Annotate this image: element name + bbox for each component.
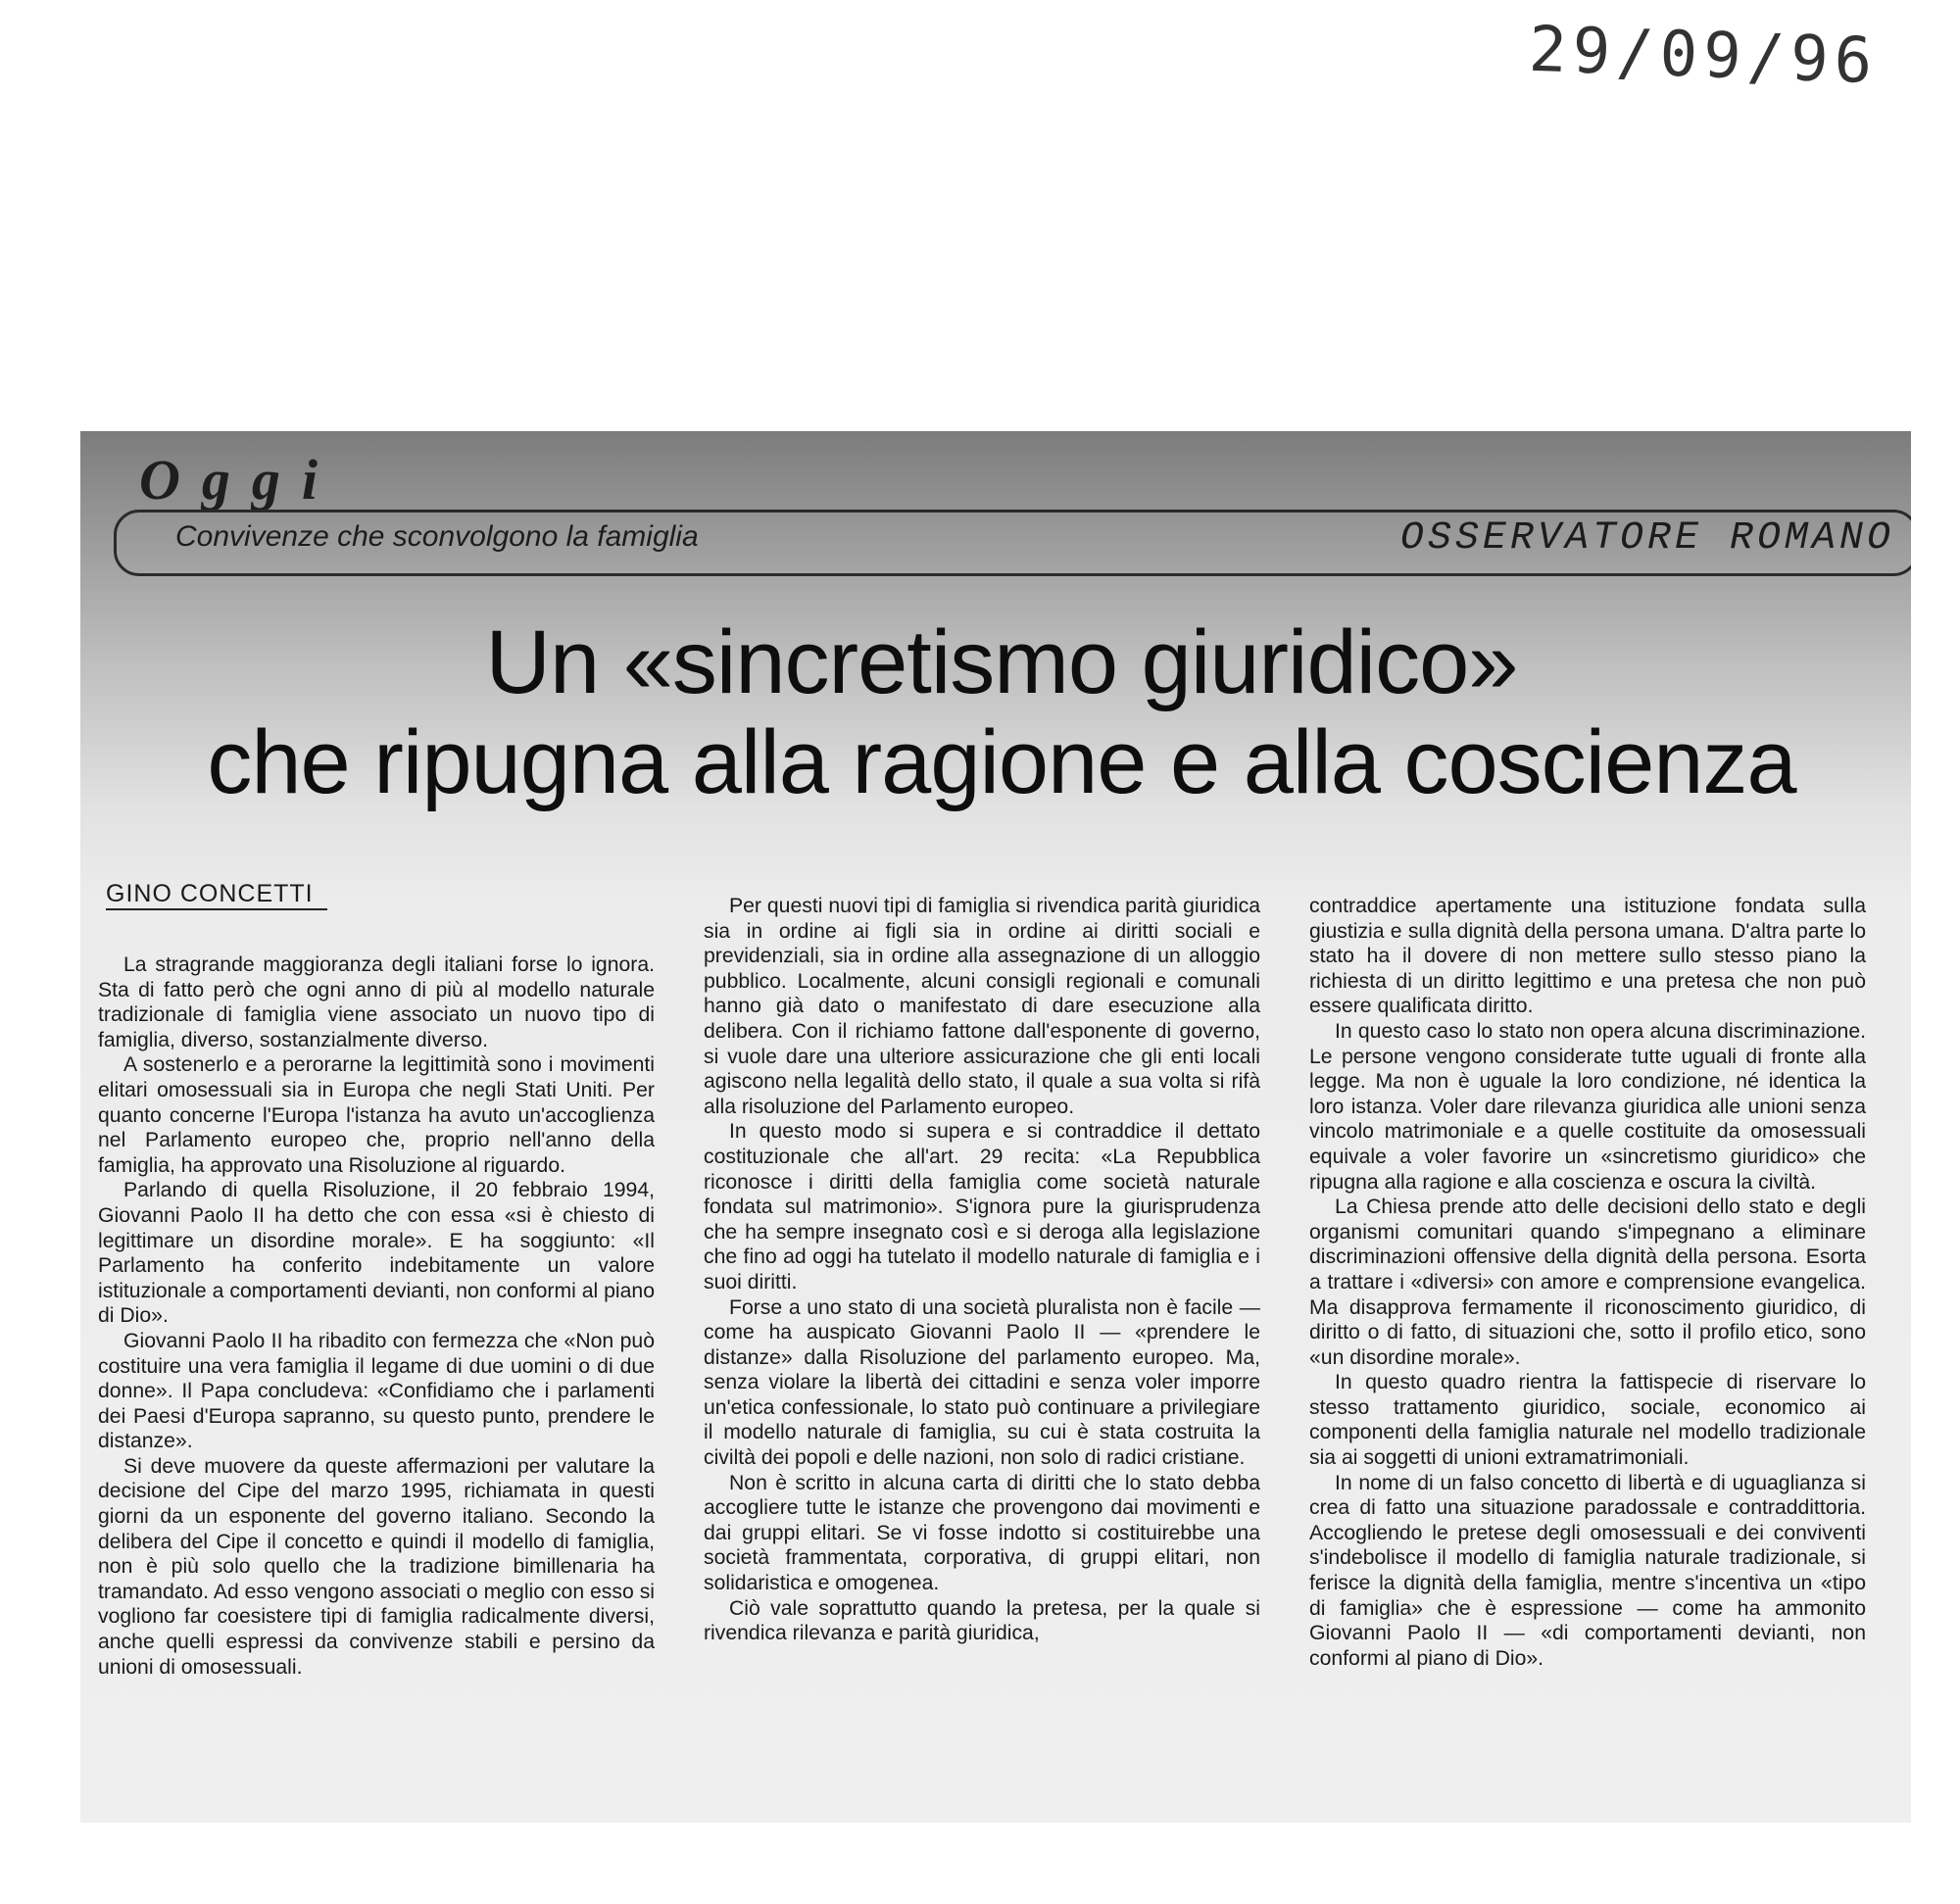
paragraph: Forse a uno stato di una società pluralista non è facile — come ha auspicato Giovanni Paolo II — «prendere le distanze» dalla Risoluzione del parlamento europeo. Ma, senza violare la libertà dei cittadini e senza voler imporre un'etica confessionale, lo stato può continuare a privilegiare il modello naturale di famiglia, su cui è stata costruita la civiltà dei popoli e delle nazioni, non solo di radici cristiane. bbox=[704, 1295, 1260, 1470]
paragraph: In questo quadro rientra la fattispecie di riservare lo stesso trattamento giuridico, sociale, economico ai componenti della famiglia naturale nel modello tradizionale sia ai soggetti di unioni extramatrimoniali. bbox=[1309, 1371, 1866, 1470]
paragraph: Parlando di quella Risoluzione, il 20 febbraio 1994, Giovanni Paolo II ha detto che con essa «si è chiesto di legittimare un disordine morale». E ha soggiunto: «Il Parlamento ha conferito indebitamente un valore istituzionale a comportamenti devianti, non conformi al piano di Dio». bbox=[98, 1179, 655, 1328]
paragraph: contraddice apertamente una istituzione fondata sulla giustizia e sulla dignità della persona umana. D'altra parte lo stato ha il dovere di non mettere sullo stesso piano la richiesta di un diritto legittimo e una pretesa che non può essere qualificata diritto. bbox=[1309, 895, 1866, 1018]
article-column-2 bbox=[704, 894, 1260, 1646]
section-subtitle: Convivenze che sconvolgono la famiglia bbox=[175, 520, 699, 553]
paragraph: In questo caso lo stato non opera alcuna discriminazione. Le persone vengono considerate tutte uguali di fronte alla legge. Ma non è uguale la loro condizione, né identica la loro istanza. Voler dare rilevanza giuridica alle unioni senza vincolo matrimoniale e a quelle costituite da omosessuali equivale a voler favorire un «sincretismo giuridico» che ripugna alla ragione e alla coscienza e oscura la civiltà. bbox=[1309, 1019, 1866, 1194]
paragraph: Ciò vale soprattutto quando la pretesa, per la quale si rivendica rilevanza e parità giuridica, bbox=[704, 1596, 1260, 1645]
article-column-3 bbox=[1309, 894, 1866, 1671]
paragraph: A sostenerlo e a perorarne la legittimità sono i movimenti elitari omosessuali sia in Europa che negli Stati Uniti. Per quanto concerne l'Europa l'istanza ha avuto un'accoglienza nel Parlamento europeo che, proprio nell'anno della famiglia, ha approvato una Risoluzione al riguardo. bbox=[98, 1053, 655, 1177]
author-byline: GINO CONCETTI bbox=[106, 880, 327, 910]
section-bar bbox=[114, 510, 1911, 576]
paragraph: Si deve muovere da queste affermazioni per valutare la decisione del Cipe del marzo 1995, richiamata in questi giorni da un esponente del governo italiano. Secondo la delibera del Cipe il concetto e quindi il modello di famiglia, non è più solo quello che la tradizione bimillenaria ha tramandato. Ad esso vengono associati o meglio con esso si vogliono far coesistere tipi di famiglia radicalmente diversi, anche quelli espressi da convivenze stabili e persino da unioni di omosessuali. bbox=[98, 1454, 655, 1679]
paragraph: Per questi nuovi tipi di famiglia si rivendica parità giuridica sia in ordine ai figli sia in ordine ai diritti sociali e previdenziali, sia in ordine alla assegnazione di un alloggio pubblico. Localmente, alcuni consigli regionali e comunali hanno già dato o manifestato di dare esecuzione alla delibera. Con il richiamo fattone dall'esponente di governo, si vuole dare una ulteriore assicurazione che gli enti locali agiscono nella legalità dello stato, il quale a sua volta si rifà alla risoluzione del Parlamento europeo. bbox=[704, 895, 1260, 1118]
headline-line-1: Un «sincretismo giuridico» bbox=[485, 612, 1518, 712]
section-kicker: Oggi bbox=[139, 448, 339, 512]
paragraph: La Chiesa prende atto delle decisioni dello stato e degli organismi comunitari quando s'impegnano a eliminare discriminazioni offensive della dignità della persona. Esorta a trattare i «diversi» con amore e comprensione evangelica. Ma disapprova fermamente il riconoscimento giuridico, di diritto o di fatto, di situazioni che, sotto il profilo etico, sono «un disordine morale». bbox=[1309, 1196, 1866, 1369]
paragraph: In nome di un falso concetto di libertà e di uguaglianza si crea di fatto una situazione paradossale e contraddittoria. Accogliendo le pretese degli omosessuali e dei conviventi s'indebolisce il modello di famiglia naturale tradizionale, si ferisce la dignità della famiglia, mentre s'incentiva un «tipo di famiglia» che è espressione — come ha ammonito Giovanni Paolo II — «di comportamenti devianti, non conformi al piano di Dio». bbox=[1309, 1471, 1866, 1670]
paragraph: Non è scritto in alcuna carta di diritti che lo stato debba accogliere tutte le istanze che provengono dai movimenti e dai gruppi elitari. Se vi fosse indotto si costituirebbe una società frammentata, corporativa, di gruppi elitari, non solidaristica e omogenea. bbox=[704, 1471, 1260, 1595]
paragraph: La stragrande maggioranza degli italiani forse lo ignora. Sta di fatto però che ogni anno di più al modello naturale tradizionale di famiglia viene associato un nuovo tipo di famiglia, diverso, sostanzialmente diverso. bbox=[98, 953, 655, 1051]
headline-line-2: che ripugna alla ragione e alla coscienza bbox=[207, 712, 1796, 812]
source-handwriting: OSSERVATORE ROMANO bbox=[1399, 516, 1894, 561]
handwritten-date: 29/09/96 bbox=[1527, 13, 1880, 99]
article-column-1 bbox=[98, 952, 655, 1680]
paragraph: In questo modo si supera e si contraddice il dettato costituzionale che all'art. 29 recita: «La Repubblica riconosce i diritti della famiglia come società naturale fondata sul matrimonio». S'ignora pure la giurisprudenza che ha sempre insegnato così e si deroga alla legislazione che fino ad oggi ha tutelato il modello naturale di famiglia e i suoi diritti. bbox=[704, 1120, 1260, 1294]
newspaper-clipping bbox=[80, 431, 1911, 1823]
paragraph: Giovanni Paolo II ha ribadito con fermezza che «Non può costituire una vera famiglia il legame di due uomini o di due donne». Il Papa concludeva: «Confidiamo che i parlamenti dei Paesi d'Europa sapranno, su questo punto, prendere le distanze». bbox=[98, 1329, 655, 1453]
headline bbox=[100, 612, 1903, 812]
